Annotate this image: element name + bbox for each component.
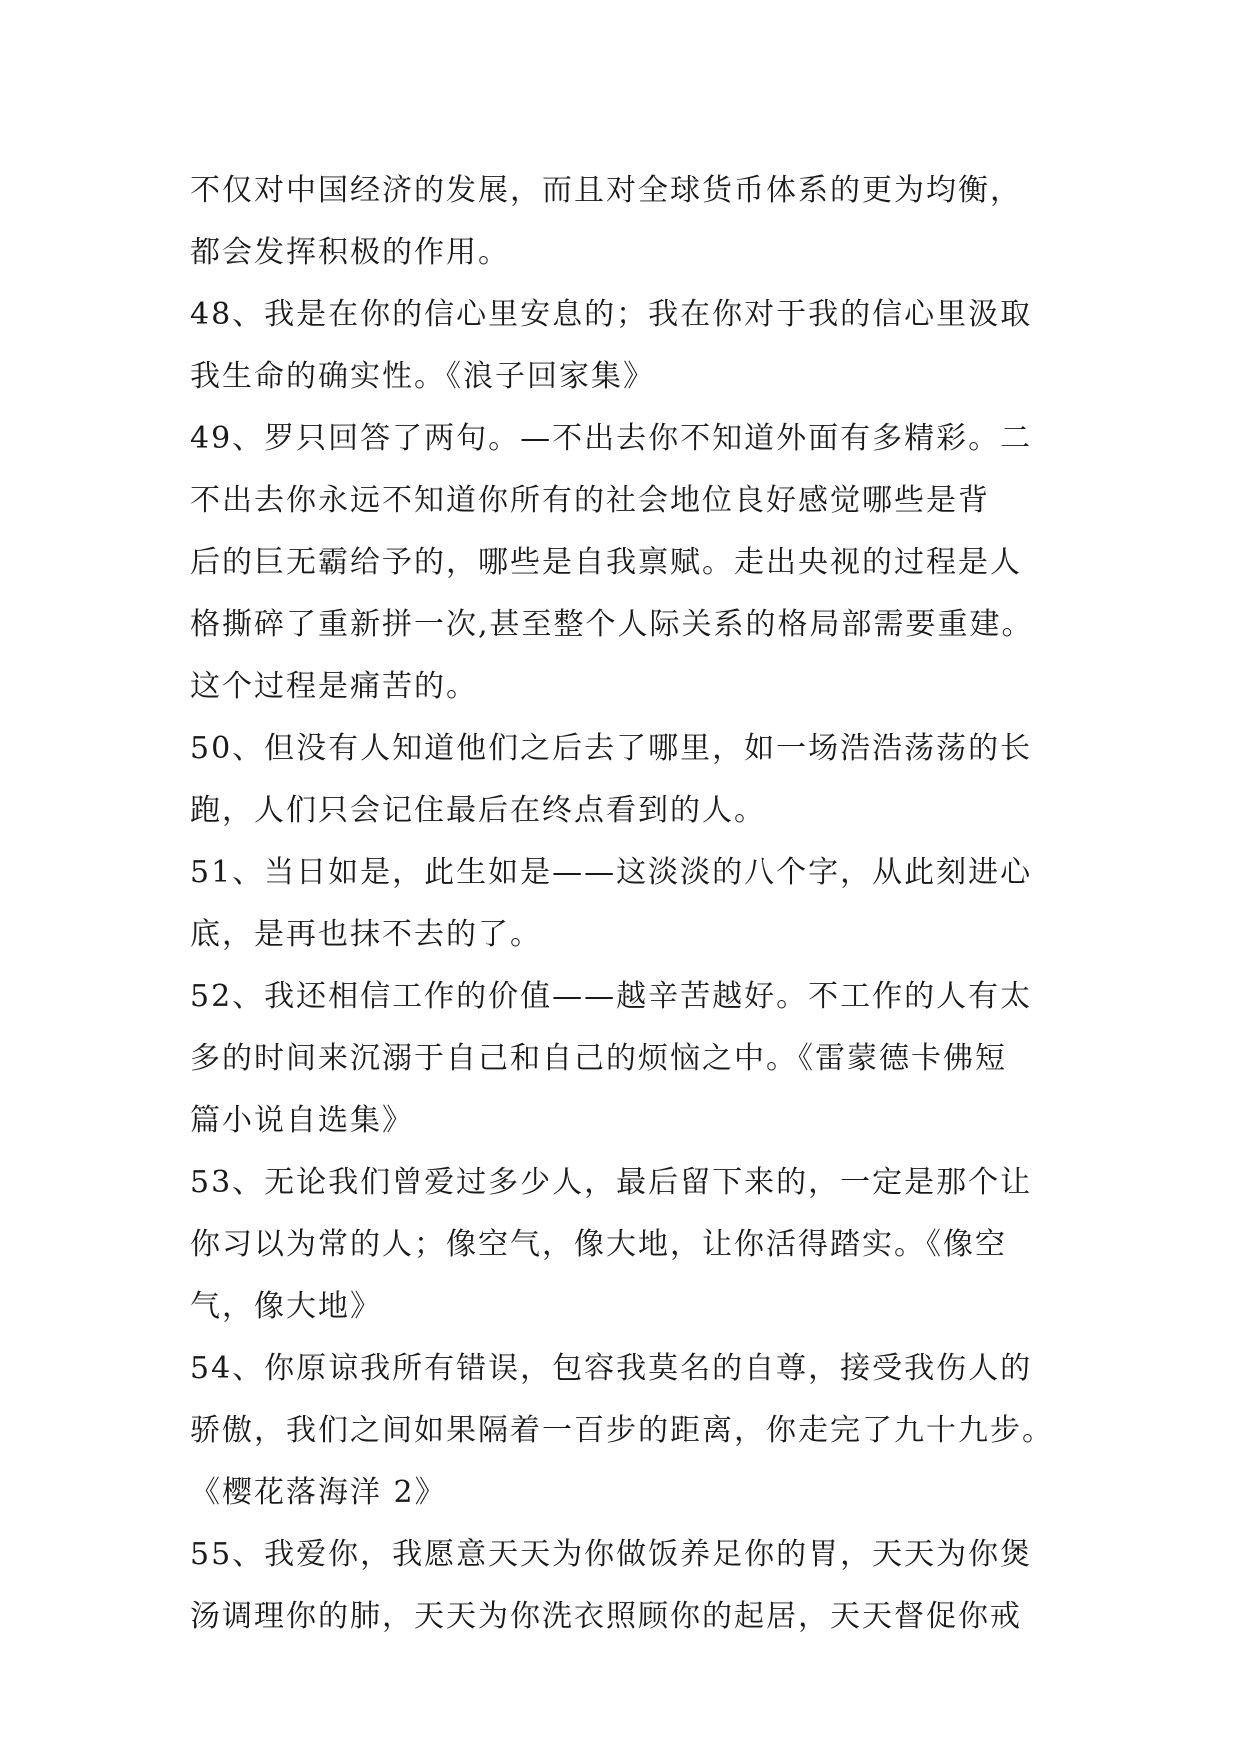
text-line: 48、我是在你的信心里安息的；我在你对于我的信心里汲取 <box>190 297 1033 332</box>
text-line: 53、无论我们曾爱过多少人，最后留下来的，一定是那个让 <box>190 1165 1033 1200</box>
text-line: 49、罗只回答了两句。—不出去你不知道外面有多精彩。二 <box>190 421 1033 456</box>
text-line: 汤调理你的肺，天天为你洗衣照顾你的起居，天天督促你戒 <box>190 1599 1022 1634</box>
text-line: 《樱花落海洋 2》 <box>190 1475 447 1510</box>
text-line: 格撕碎了重新拼一次,甚至整个人际关系的格局部需要重建。 <box>190 607 1034 642</box>
text-line: 52、我还相信工作的价值——越辛苦越好。不工作的人有太 <box>190 979 1033 1014</box>
text-line: 底，是再也抹不去的了。 <box>190 917 542 952</box>
text-line: 多的时间来沉溺于自己和自己的烦恼之中。《雷蒙德卡佛短 <box>190 1041 1007 1076</box>
text-line: 55、我爱你，我愿意天天为你做饭养足你的胃，天天为你煲 <box>190 1537 1033 1572</box>
text-line: 这个过程是痛苦的。 <box>190 669 478 704</box>
text-line: 不仅对中国经济的发展，而且对全球货币体系的更为均衡， <box>190 173 1022 208</box>
text-line: 51、当日如是，此生如是——这淡淡的八个字，从此刻进心 <box>190 855 1033 890</box>
text-line: 不出去你永远不知道你所有的社会地位良好感觉哪些是背 <box>190 483 990 518</box>
text-line: 跑，人们只会记住最后在终点看到的人。 <box>190 793 766 828</box>
text-line: 你习以为常的人；像空气，像大地，让你活得踏实。《像空 <box>190 1227 1007 1262</box>
text-line: 气，像大地》 <box>190 1289 382 1324</box>
text-line: 我生命的确实性。《浪子回家集》 <box>190 359 655 394</box>
document-body <box>190 160 1060 1648</box>
text-line: 骄傲，我们之间如果隔着一百步的距离，你走完了九十九步。 <box>190 1413 1054 1448</box>
text-line: 54、你原谅我所有错误，包容我莫名的自尊，接受我伤人的 <box>190 1351 1033 1386</box>
text-line: 50、但没有人知道他们之后去了哪里，如一场浩浩荡荡的长 <box>190 731 1033 766</box>
text-line: 篇小说自选集》 <box>190 1103 414 1138</box>
text-line: 都会发挥积极的作用。 <box>190 235 510 270</box>
text-line: 后的巨无霸给予的，哪些是自我禀赋。走出央视的过程是人 <box>190 545 1022 580</box>
